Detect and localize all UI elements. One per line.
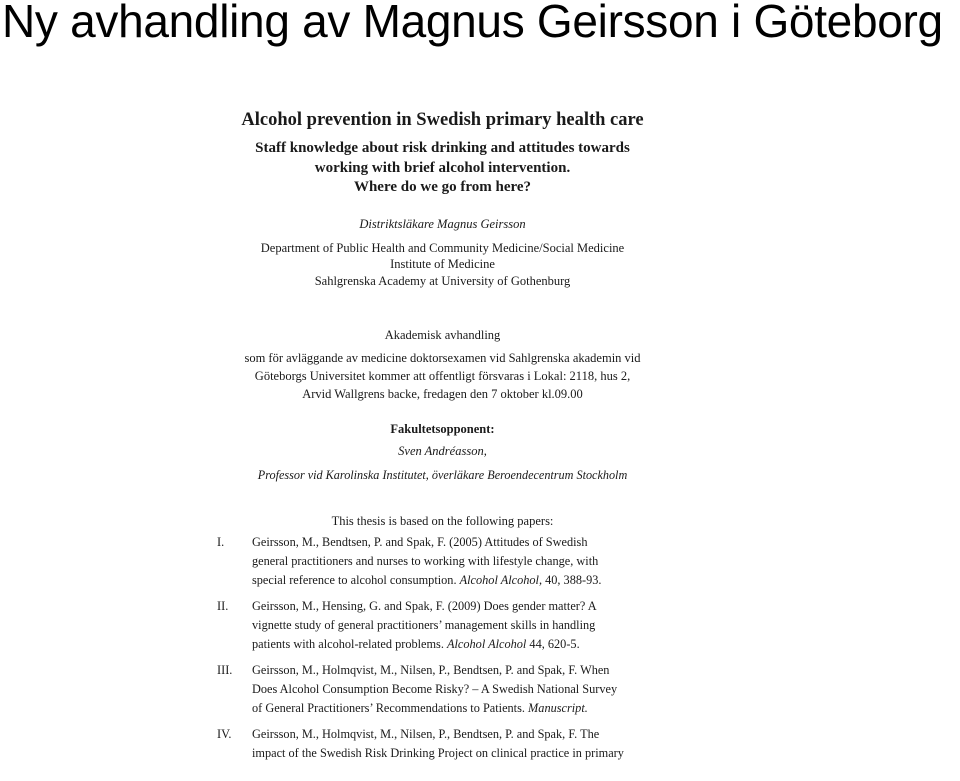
- paper-item: [205, 725, 680, 763]
- citation-volume: 40, 388-93.: [542, 573, 602, 587]
- opponent-title: Professor vid Karolinska Institutet, överläkare Beroendecentrum Stockholm: [257, 468, 628, 482]
- citation-line: impact of the Swedish Risk Drinking Project on clinical practice in primary: [252, 746, 624, 760]
- citation-line: [252, 699, 680, 718]
- opponent-heading: Fakultetsopponent:: [390, 422, 495, 436]
- defense-details-line: Arvid Wallgrens backe, fredagen den 7 oktober kl.09.00: [302, 387, 583, 401]
- thesis-subtitle-line: Staff knowledge about risk drinking and attitudes towards: [255, 140, 630, 156]
- citation-line: general practitioners and nurses to working with lifestyle change, with: [252, 554, 599, 568]
- papers-list: [205, 533, 680, 763]
- citation-text: of General Practitioners’ Recommendations to Patients.: [252, 701, 529, 715]
- paper-item: [205, 661, 680, 718]
- paper-citation: [252, 725, 680, 763]
- thesis-title: Alcohol prevention in Swedish primary health care: [241, 110, 644, 130]
- citation-text: special reference to alcohol consumption.: [252, 573, 460, 587]
- journal-name: Alcohol Alcohol: [447, 637, 527, 651]
- defense-details-line: som för avläggande av medicine doktorsexamen vid Sahlgrenska akademin vid: [244, 351, 641, 365]
- slide-title: Ny avhandling av Magnus Geirsson i Göteborg: [2, 0, 943, 47]
- citation-line: Geirsson, M., Hensing, G. and Spak, F. (2009) Does gender matter? A: [252, 599, 597, 613]
- paper-citation: [252, 533, 680, 590]
- opponent-name: Sven Andréasson,: [398, 444, 487, 458]
- citation-volume: 44, 620-5.: [526, 637, 580, 651]
- thesis-affiliation: [205, 240, 680, 290]
- paper-number: IV.: [217, 727, 232, 741]
- paper-number: II.: [217, 599, 229, 613]
- thesis-subtitle-line: working with brief alcohol intervention.: [314, 159, 571, 176]
- paper-item: [205, 597, 680, 654]
- citation-text: patients with alcohol-related problems.: [252, 637, 447, 651]
- defense-details-line: Göteborgs Universitet kommer att offentligt försvaras i Lokal: 2118, hus 2,: [254, 369, 631, 383]
- citation-line: Geirsson, M., Bendtsen, P. and Spak, F. (2005) Attitudes of Swedish: [252, 535, 588, 549]
- thesis-subtitle-line: Where do we go from here?: [353, 179, 532, 195]
- papers-intro: This thesis is based on the following papers:: [331, 514, 554, 528]
- affiliation-line: Department of Public Health and Community Medicine/Social Medicine: [260, 240, 625, 255]
- thesis-subtitle: [205, 139, 680, 198]
- thesis-document-image: [205, 108, 680, 763]
- citation-line: Geirsson, M., Holmqvist, M., Nilsen, P., Bendtsen, P. and Spak, F. When: [252, 663, 610, 677]
- citation-line: Does Alcohol Consumption Become Risky? – A Swedish National Survey: [252, 682, 618, 696]
- paper-citation: [252, 661, 680, 718]
- citation-line: Geirsson, M., Holmqvist, M., Nilsen, P., Bendtsen, P. and Spak, F. The: [252, 727, 600, 741]
- thesis-author: Distriktsläkare Magnus Geirsson: [359, 216, 526, 231]
- citation-line: [252, 635, 680, 654]
- paper-item: [205, 533, 680, 590]
- defense-details: [205, 349, 680, 403]
- paper-number: I.: [217, 535, 225, 549]
- journal-name: Alcohol Alcohol,: [459, 573, 543, 587]
- paper-citation: [252, 597, 680, 654]
- akademisk-heading: Akademisk avhandling: [384, 328, 501, 342]
- citation-line: [252, 571, 680, 590]
- citation-line: vignette study of general practitioners’ management skills in handling: [252, 618, 596, 632]
- paper-number: III.: [217, 663, 233, 677]
- journal-name: Manuscript.: [528, 701, 588, 715]
- affiliation-line: Institute of Medicine: [390, 257, 495, 271]
- affiliation-line: Sahlgrenska Academy at University of Gothenburg: [314, 273, 571, 288]
